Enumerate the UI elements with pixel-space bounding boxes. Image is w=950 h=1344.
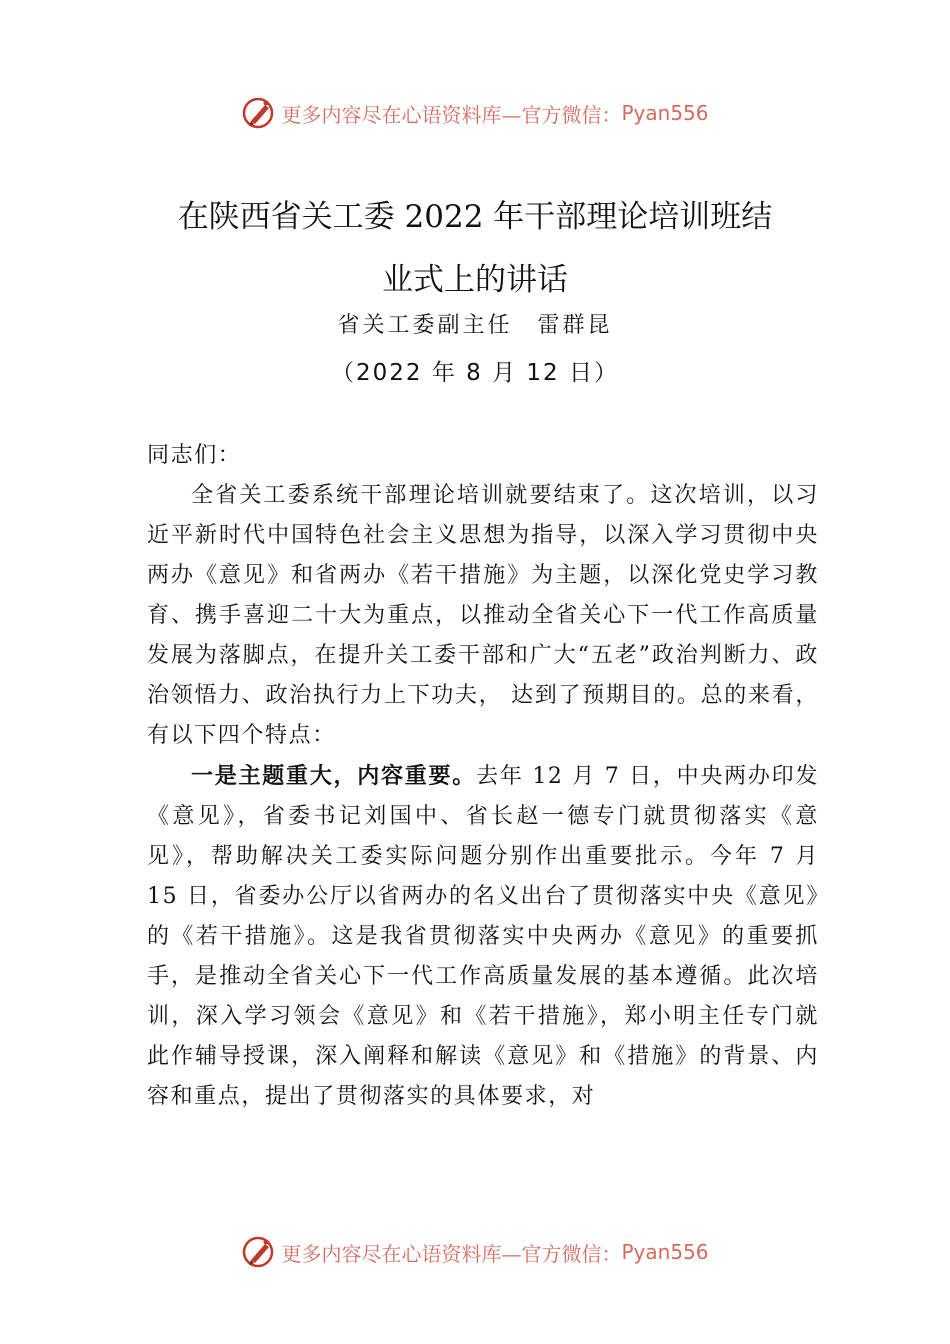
- watermark-text: 更多内容尽在心语资料库—官方微信：: [281, 1241, 622, 1266]
- document-date: （2022 年 8 月 12 日）: [331, 360, 619, 386]
- watermark-header: [0, 95, 950, 131]
- document-title-line1: 在陕西省关工委 2022 年干部理论培训班结: [177, 199, 773, 235]
- watermark-text: 更多内容尽在心语资料库—官方微信：: [281, 102, 622, 127]
- paragraph-point-one-body: 去年 12 月 7 日，中央两办印发《意见》，省委书记刘国中、省长赵一德专门就贯彻落实《意见》，帮助解决关工委实际问题分别作出重要批示。今年 7 月 15 日，省委办公厅以省两办的名义出台了贯彻落实中央《意见》的《若干措施》。这是我省贯彻落实中央两办《意见》的重要抓手，是推动全省关心下一代工作高质量发展的基本遵循。此次培训，深入学习领会《意见》和《若干措施》，郑小明主任专门就此作辅导授课，深入阐释和解读《意见》和《措施》的背景、内容和重点，提出了贯彻落实的具体要求，对: [147, 764, 819, 1109]
- salutation: 同志们：: [147, 443, 242, 468]
- paragraph-intro: 全省关工委系统干部理论培训就要结束了。这次培训，以习近平新时代中国特色社会主义思想为指导，以深入学习贯彻中央两办《意见》和省两办《若干措施》为主题，以深化党史学习教育、携手喜迎二十大为重点，以推动全省关心下一代工作高质量发展为落脚点，在提升关工委干部和广大“五老”政治判断力、政治领悟力、政治执行力上下功夫， 达到了预期目的。总的来看，有以下四个特点：: [147, 483, 819, 748]
- pen-logo-icon: [241, 95, 277, 131]
- watermark-footer: [0, 1234, 950, 1270]
- paragraph-point-one: [147, 756, 819, 1117]
- document-body: [147, 436, 819, 1117]
- paragraph-point-one-lead: 一是主题重大，内容重要。: [191, 763, 477, 789]
- watermark-wechat-id: Pyan556: [621, 101, 709, 125]
- document-title-line2: 业式上的讲话: [382, 262, 568, 298]
- pen-logo-icon: [241, 1234, 277, 1270]
- document-author: 省关工委副主任 雷群昆: [337, 313, 613, 338]
- watermark-wechat-id: Pyan556: [621, 1240, 709, 1264]
